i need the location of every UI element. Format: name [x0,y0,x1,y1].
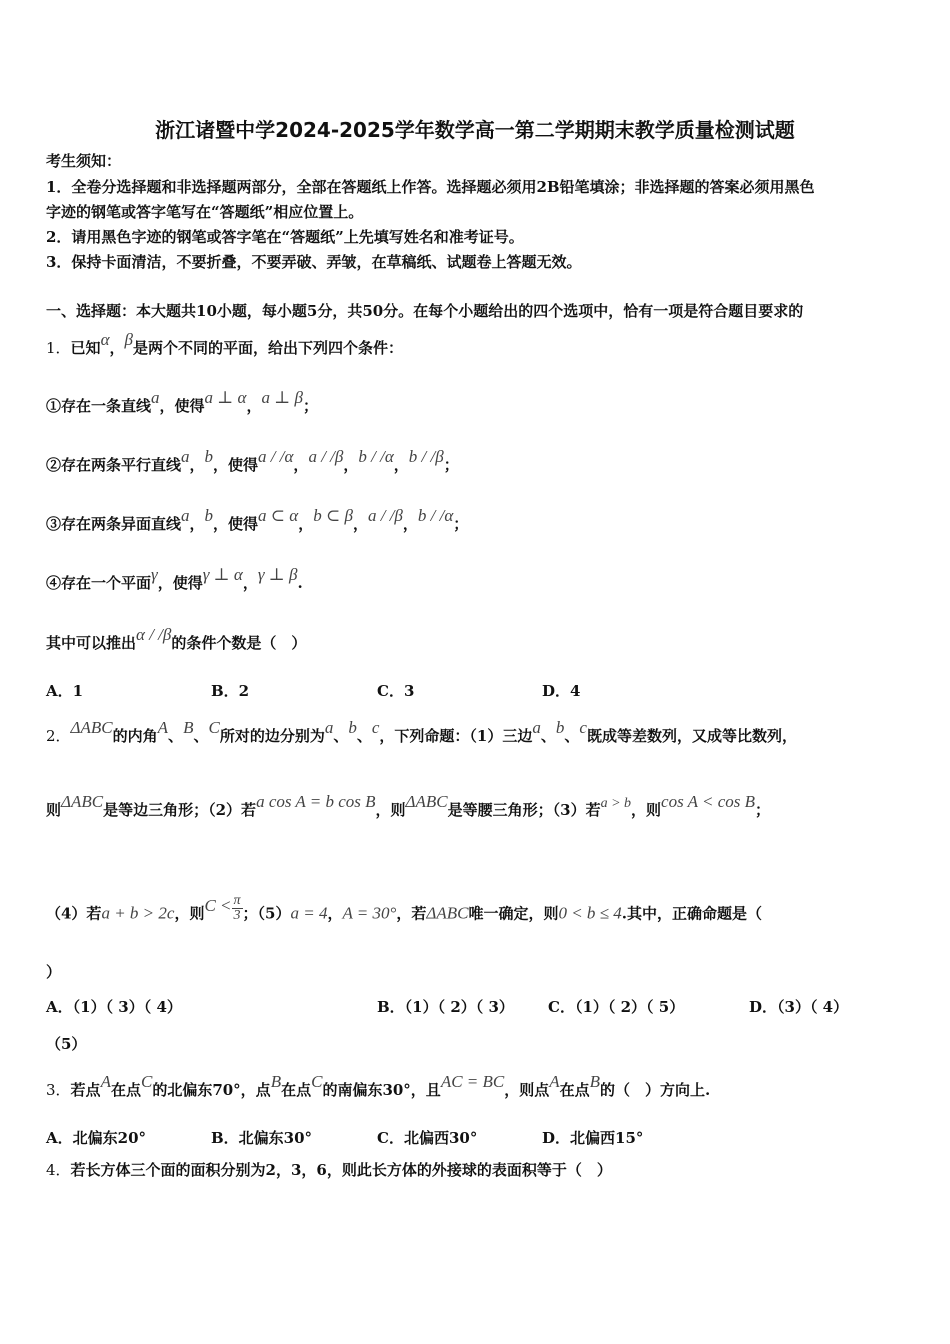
text: .其中，正确命题是（ [621,904,762,923]
text: ， [109,339,125,357]
math: A [549,1072,560,1091]
q2-stem-line2 [46,792,771,822]
q2-stem-line3: （4）若a + b > 2c，则C < $\frac{\pi}{3}$ ；（5）a = 4，A = 30°，若ΔABC唯一确定，则0 < b ≤ 4.其中，正确命题是（ [46,893,762,923]
q2-stem-line4: ） [46,963,62,981]
math: a / /β [367,506,403,525]
q1-option-d[interactable]: D．4 [542,682,581,700]
math: b ⊂ β [313,506,353,525]
notice-item-3: 3．保持卡面清洁，不要折叠，不要弄破、弄皱，在草稿纸、试题卷上答题无效。 [46,253,582,271]
text: ，使得 [213,515,259,533]
math: ΔABC [426,903,469,923]
text: 是等边三角形；（2）若 [103,801,257,819]
text: 的北偏东70°，点 [152,1081,271,1099]
question-number: 3． [46,1081,71,1099]
text: 若点 [70,1081,101,1099]
q1-condition-1: ①存在一条直线a，使得a ⊥ α，a ⊥ β； [46,388,318,415]
text: ，使得 [213,456,259,474]
math: ΔABC [70,718,113,737]
math: b [204,506,214,525]
text: ，若 [396,904,427,923]
text: ； [453,515,469,533]
math: cos A < cos B [661,792,755,811]
math: b / /β [408,447,444,466]
text: 、 [193,727,209,745]
math: a [181,506,190,525]
math: a [151,388,160,407]
q2-option-c[interactable]: C．（1）（ 2）（ 5） [548,998,685,1016]
text: 、 [168,727,184,745]
math: a [532,718,541,737]
math: A = 30° [342,903,397,923]
q4-stem [46,1160,612,1180]
math: b / /α [358,447,394,466]
q1-question [46,625,307,653]
text: 所对的边分别为 [219,727,325,745]
q1-option-c[interactable]: C．3 [377,682,415,700]
text: 的条件个数是（ ） [171,634,307,652]
text: ； [302,397,318,415]
q1-condition-3: ③存在两条异面直线a，b，使得a ⊂ α，b ⊂ β，a / /β，b / /α； [46,506,469,533]
section-heading: 一、选择题：本大题共10小题，每小题5分，共50分。在每个小题给出的四个选项中，恰有一项是符合题目要求的 [46,302,804,320]
notice-item-2: 2．请用黑色字迹的钢笔或答字笔在“答题纸”上先填写姓名和准考证号。 [46,228,524,246]
math: A [157,718,169,737]
notice-item-1-cont: 字迹的钢笔或答字笔写在“答题纸”相应位置上。 [46,203,364,221]
math: a > b [600,796,632,811]
math: a ⊥ α [204,388,247,407]
q3-stem [46,1072,711,1100]
math: B [589,1072,601,1091]
math: C [208,718,220,737]
text: 若长方体三个面的面积分别为2，3，6，则此长方体的外接球的表面积等于（ ） [70,1161,612,1179]
text: 在点 [110,1081,141,1099]
math: c [579,718,587,737]
notice-heading: 考生须知： [46,152,122,170]
math: B [270,1072,282,1091]
math: a [181,447,190,466]
q3-option-a[interactable]: A．北偏东20° [46,1129,147,1147]
q2-option-d[interactable]: D．（3）（ 4） [749,998,849,1016]
text: 在点 [281,1081,312,1099]
math: a [324,718,334,737]
text: ③存在两条异面直线 [46,515,182,533]
text: 的内角 [112,727,158,745]
text: 已知 [70,339,101,357]
math: a / /β [308,447,344,466]
math: b [204,447,214,466]
math: b / /α [417,506,454,525]
notice-item-1: 1．全卷分选择题和非选择题两部分，全部在答题纸上作答。选择题必须用2B铅笔填涂；非选择题的答案必须用黑色 [46,178,815,196]
text: ；（5） [242,904,291,923]
math: ΔABC [405,792,448,811]
text: ①存在一条直线 [46,397,152,415]
text: 、 [564,727,580,745]
fraction-denominator: 3 [233,908,241,923]
text: 、 [333,727,349,745]
math: α [100,330,110,349]
question-number: 1． [46,339,71,357]
text: 是两个不同的平面，给出下列四个条件： [132,339,403,357]
text: 其中可以推出 [46,634,137,652]
text: 、 [356,727,372,745]
text: ②存在两条平行直线 [46,456,182,474]
text: （4）若 [46,904,102,923]
text: . [297,574,303,592]
q1-condition-4: ④存在一个平面γ，使得γ ⊥ α，γ ⊥ β. [46,565,303,592]
math: a = 4 [290,903,328,923]
math: γ ⊥ α [202,565,243,584]
text: ，使得 [159,397,205,415]
question-number: 2． [46,727,71,745]
text: 的南偏东30°，且 [322,1081,441,1099]
math: B [183,718,194,737]
text: ，则点 [504,1081,550,1099]
q1-stem [46,330,403,358]
math: ΔABC [61,792,104,811]
text: ，下列命题：（1）三边 [379,727,533,745]
math: A [100,1072,111,1091]
math: b [348,718,357,737]
math: b [555,718,565,737]
math: a ⊥ β [261,388,303,407]
text: 、 [540,727,556,745]
q1-option-a[interactable]: A．1 [46,682,84,700]
text: 唯一确定，则 [468,904,559,923]
math: β [124,330,133,349]
text: ，则 [375,801,406,819]
q2-option-a[interactable]: A．（1）（ 3）（ 4） [46,998,182,1016]
text: ，则 [631,801,662,819]
text: ④存在一个平面 [46,574,152,592]
math: a cos A = b cos B [256,792,376,811]
q3-option-b[interactable]: B．北偏东30° [211,1129,313,1147]
exam-title: 浙江诸暨中学2024-2025学年数学高一第二学期期末教学质量检测试题 [155,118,795,142]
q3-option-d[interactable]: D．北偏西15° [542,1129,644,1147]
math: α / /β [136,625,172,644]
text: ； [443,456,459,474]
text: 的（ ）方向上. [600,1081,711,1099]
math: AC = BC [440,1072,505,1091]
q2-option-d-cont: （5） [46,1035,87,1053]
q2-option-b[interactable]: B．（1）（ 2）（ 3） [377,998,514,1016]
text: ，则 [174,904,205,923]
math: γ ⊥ β [257,565,298,584]
math: c [371,718,380,737]
math: a ⊂ α [258,506,299,525]
math: γ [151,565,158,584]
math: a + b > 2c [101,903,175,923]
text: ，使得 [157,574,203,592]
math: C < [204,895,232,915]
math: C [311,1072,323,1091]
q2-stem-line1 [46,718,797,746]
question-number: 4． [46,1161,71,1179]
math: 0 < b ≤ 4 [558,903,622,923]
text: 则 [46,801,62,819]
text: 在点 [559,1081,590,1099]
math: a / /α [258,447,294,466]
q1-condition-2: ②存在两条平行直线a，b，使得a / /α，a / /β，b / /α，b / /β； [46,447,459,474]
math: C [140,1072,153,1091]
fraction-numerator: π [233,893,241,908]
q3-option-c[interactable]: C．北偏西30° [377,1129,478,1147]
pi-over-3-fraction [232,894,243,923]
text: ； [755,801,771,819]
text: 既成等差数列，又成等比数列， [586,727,797,745]
q1-option-b[interactable]: B．2 [211,682,250,700]
text: 是等腰三角形；（3）若 [447,801,601,819]
